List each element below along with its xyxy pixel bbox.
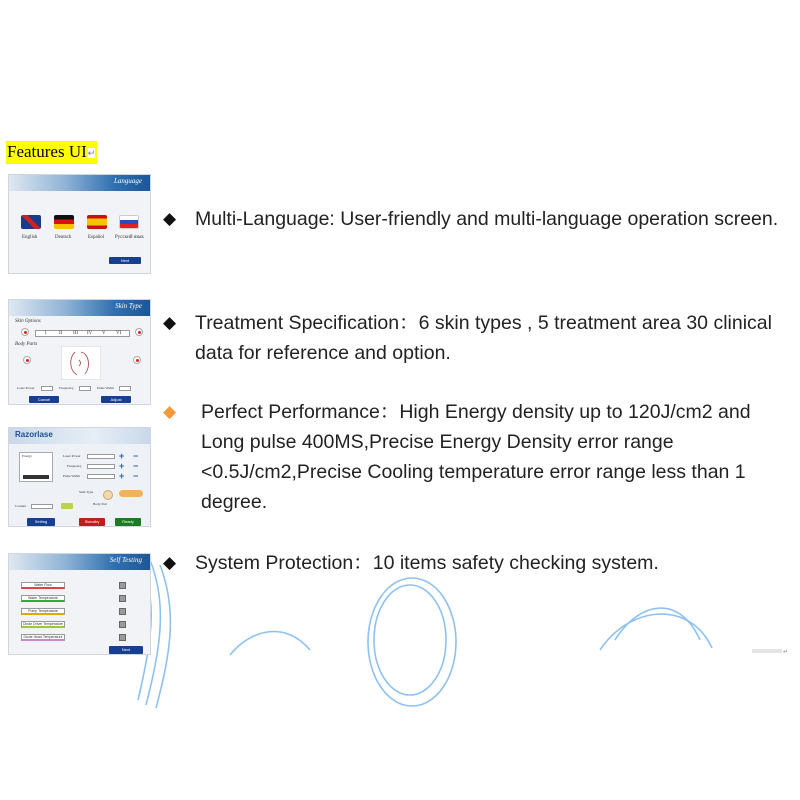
skin-param-laser-power: Laser Power — [17, 386, 35, 390]
uk-flag-icon — [21, 215, 41, 229]
run-param-frequency: Frequency — [67, 464, 82, 468]
language-screen-thumbnail — [8, 174, 151, 274]
body-prev-dot[interactable] — [23, 356, 31, 364]
skin-type-screen-body — [9, 316, 150, 405]
feature-perfect-performance — [163, 397, 788, 517]
handpiece-icon — [103, 490, 113, 500]
energy-panel — [19, 452, 53, 482]
temperature-button[interactable] — [119, 490, 143, 497]
skin-frequency-field[interactable] — [79, 386, 91, 391]
feature-treatment-specification — [163, 308, 788, 368]
language-next-button[interactable]: Next — [109, 257, 141, 264]
german-flag-icon — [54, 215, 74, 229]
skin-type-2[interactable]: II — [59, 331, 63, 336]
standby-button[interactable]: Standby — [79, 518, 105, 526]
russian-flag-icon — [119, 215, 139, 229]
skin-type-label: Skin Type — [79, 490, 94, 494]
ready-button[interactable]: Ready — [115, 518, 141, 526]
check-water-temperature: Water Temperature — [21, 595, 65, 602]
features-heading — [6, 141, 97, 164]
espanol-option[interactable]: Español — [88, 235, 105, 240]
skin-prev-dot[interactable] — [21, 328, 29, 336]
diamond-bullet-icon: ◆ — [163, 553, 177, 572]
skin-type-5[interactable]: V — [102, 331, 106, 336]
spanish-flag-icon — [87, 215, 107, 229]
skin-adjust-button[interactable]: Adjust — [101, 396, 131, 403]
face-outline-icon — [61, 346, 101, 380]
feature-treatment-specification-text: Treatment Specification：6 skin types , 5 treatment area 30 clinical data for reference and option. — [195, 312, 772, 364]
treatment-screen-thumbnail — [8, 427, 151, 527]
self-testing-screen-titlebar — [9, 554, 150, 570]
feature-multi-language-text: Multi-Language: User-friendly and multi-language operation screen. — [195, 208, 779, 230]
russian-option[interactable]: Русский язык — [115, 235, 144, 240]
body-next-dot[interactable] — [133, 356, 141, 364]
minus-icon-1[interactable]: − — [133, 451, 139, 461]
skin-param-frequency: Frequency — [59, 386, 74, 390]
skin-next-dot[interactable] — [135, 328, 143, 336]
skin-type-6[interactable]: VI — [116, 331, 122, 336]
plus-icon-2[interactable]: + — [119, 461, 125, 471]
deutsch-option[interactable]: Deutsch — [55, 235, 72, 240]
language-screen-title: Language — [114, 177, 142, 185]
minus-icon-3[interactable]: − — [133, 471, 139, 481]
features-heading-text: Features UI — [7, 142, 87, 161]
run-param-pulse-width: Pulse Width — [63, 474, 81, 478]
language-screen-titlebar — [9, 175, 150, 191]
run-pulse-width-field[interactable] — [87, 474, 115, 479]
skin-type-4[interactable]: IV — [87, 331, 93, 336]
self-testing-screen-title: Self Testing — [109, 556, 142, 564]
check-pump-temperature: Pump Temperature — [21, 608, 65, 615]
svg-text:↵: ↵ — [783, 649, 788, 654]
feature-system-protection-text: System Protection：10 items safety checking system. — [195, 552, 659, 574]
run-laser-power-field[interactable] — [87, 454, 115, 459]
check-diode-driver-temperature: Diode Driver Temperature — [22, 622, 63, 626]
skin-type-1[interactable]: I — [45, 331, 47, 336]
setting-button[interactable]: Setting — [27, 518, 55, 526]
body-part-label: Body Part — [93, 502, 108, 506]
skin-type-screen-thumbnail — [8, 299, 151, 405]
skin-laser-power-field[interactable] — [41, 386, 53, 391]
counter-field — [31, 504, 53, 509]
selftest-next-button[interactable]: Next — [109, 646, 143, 654]
return-mark-icon: ↵ — [87, 148, 96, 159]
feature-multi-language — [163, 204, 788, 234]
skin-type-screen-title: Skin Type — [115, 302, 142, 310]
skin-param-pulse-width: Pulse Width — [97, 386, 115, 390]
energy-label: Energy — [22, 454, 33, 458]
plus-icon-1[interactable]: + — [119, 451, 125, 461]
minus-icon-2[interactable]: − — [133, 461, 139, 471]
status-indicator-1 — [119, 582, 126, 589]
skin-pulse-width-field[interactable] — [119, 386, 131, 391]
status-indicator-3 — [119, 608, 126, 615]
plus-icon-3[interactable]: + — [119, 471, 125, 481]
status-indicator-5 — [119, 634, 126, 641]
diamond-bullet-icon: ◆ — [163, 209, 177, 228]
skin-type-screen-titlebar — [9, 300, 150, 316]
run-frequency-field[interactable] — [87, 464, 115, 469]
skin-options-label: Skin Options — [15, 319, 41, 324]
brand-logo: Razorlase — [15, 430, 53, 439]
feature-perfect-performance-text: Perfect Performance：High Energy density up to 120J/cm2 and Long pulse 400MS,Precise Energy Density error range <0.5J/cm2,Precise Cooling temperature error range less than 1 degree. — [201, 401, 751, 513]
skin-cancel-button[interactable]: Cancel — [29, 396, 59, 403]
treatment-screen-titlebar — [9, 428, 150, 444]
self-testing-screen-body — [9, 570, 150, 655]
counter-reset-button[interactable] — [61, 503, 73, 509]
status-indicator-2 — [119, 595, 126, 602]
diamond-bullet-icon: ◆ — [163, 313, 177, 332]
run-param-laser-power: Laser Power — [63, 454, 81, 458]
treatment-screen-body — [9, 444, 150, 527]
status-indicator-4 — [119, 621, 126, 628]
english-option[interactable]: English — [22, 235, 38, 240]
counter-label: Counter — [15, 504, 27, 508]
feature-system-protection — [163, 548, 788, 578]
check-water-flow: Water Flow — [21, 582, 65, 589]
self-testing-screen-thumbnail — [8, 553, 151, 655]
language-screen-body — [9, 191, 150, 274]
energy-bar — [23, 475, 49, 479]
paragraph-end-mark-icon — [752, 648, 788, 654]
check-diode-head-temperature: Diode Head Temperature — [21, 634, 65, 641]
body-parts-label: Body Parts — [15, 342, 38, 347]
orange-diamond-bullet-icon: ◆ — [163, 402, 177, 421]
skin-type-3[interactable]: III — [73, 331, 78, 336]
